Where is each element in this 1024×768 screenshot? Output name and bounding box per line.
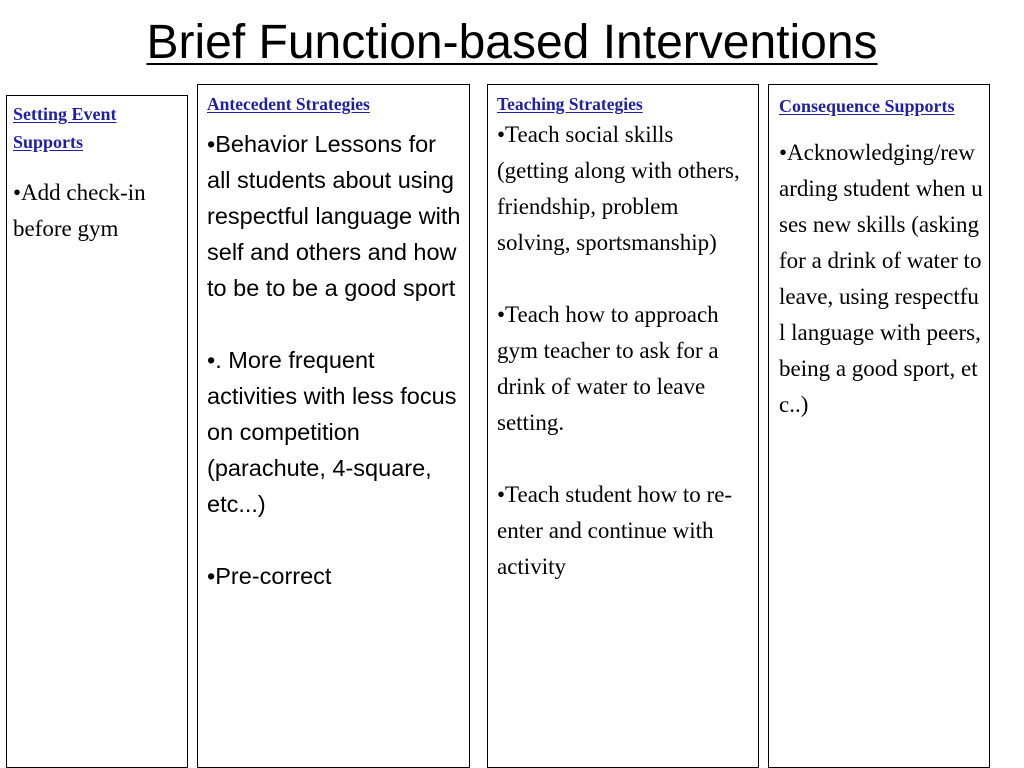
teaching-item: •Teach student how to re-enter and continue with activity — [497, 482, 733, 579]
antecedent-item: •. More frequent activities with less focus on competition (parachute, 4-square, etc...) — [207, 347, 463, 517]
antecedent-strategies-heading[interactable]: Antecedent Strategies — [207, 94, 370, 114]
antecedent-strategies-column — [197, 84, 470, 768]
teaching-item: •Teach how to approach gym teacher to ask for a drink of water to leave setting. — [497, 302, 725, 435]
consequence-supports-heading[interactable]: Consequence Supports — [779, 96, 955, 116]
consequence-supports-column — [768, 84, 990, 768]
antecedent-item: •Pre-correct — [207, 563, 332, 589]
teaching-item: •Teach social skills (getting along with others, friendship, problem solving, sportsmanship) — [497, 122, 746, 255]
consequence-item: •Acknowledging/rewarding student when uses new skills (asking for a drink of water to leave, using respectful language with peers, being a good sport, etc..) — [779, 140, 988, 417]
setting-event-item: •Add check-in before gym — [13, 180, 152, 241]
setting-event-supports-column — [6, 95, 188, 768]
setting-event-supports-heading[interactable]: Setting Event Supports — [13, 104, 117, 152]
antecedent-item: •Behavior Lessons for all students about using respectful language with self and others and how to be to be a good sport — [207, 131, 467, 301]
teaching-strategies-heading[interactable]: Teaching Strategies — [497, 94, 643, 114]
teaching-strategies-column — [487, 84, 759, 768]
slide-title: Brief Function-based Interventions — [146, 16, 878, 69]
